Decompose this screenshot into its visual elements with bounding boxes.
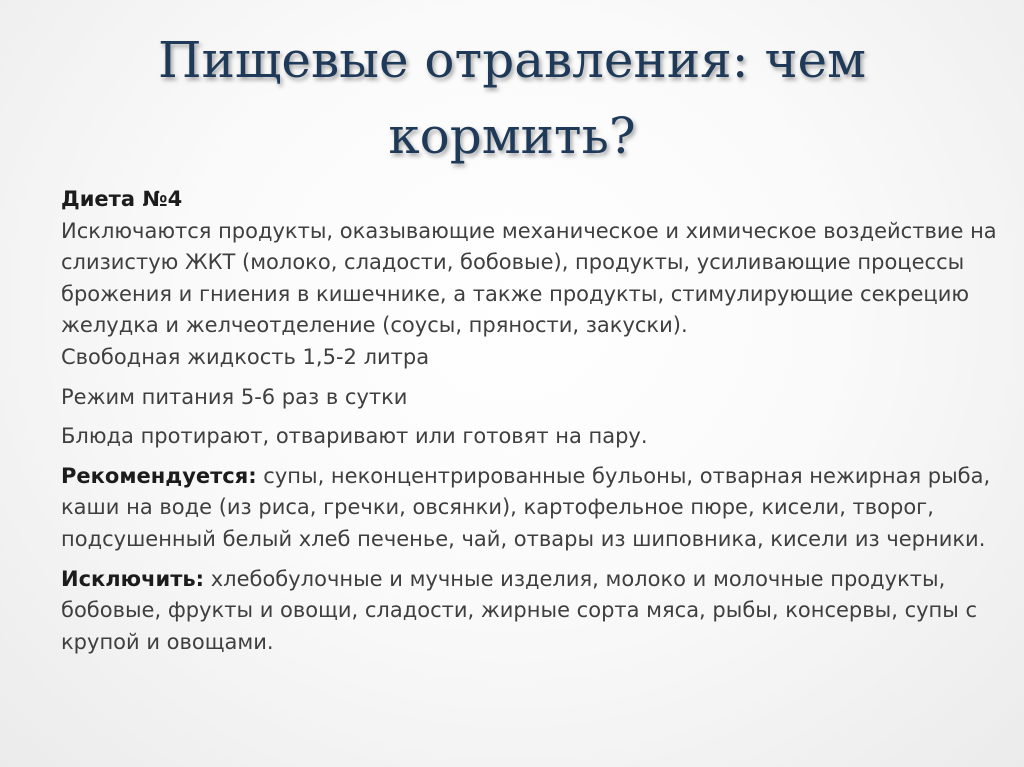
- exclude-label: Исключить:: [61, 566, 205, 591]
- cooking-text: Блюда протирают, отваривают или готовят на пару.: [61, 424, 648, 449]
- diet-heading: Диета №4: [61, 187, 183, 211]
- meal-mode-text: Режим питания 5-6 раз в сутки: [61, 384, 408, 409]
- exclude-block: [61, 564, 1006, 659]
- recommended-block: [61, 461, 1006, 556]
- title-line-2: кормить?: [388, 107, 636, 165]
- title-line-1: Пищевые отравления: чем: [158, 31, 866, 89]
- slide-title: [60, 22, 964, 174]
- fluid-text: Свободная жидкость 1,5-2 литра: [61, 344, 430, 369]
- diet-block: [61, 184, 1006, 374]
- slide-content: [61, 184, 1006, 658]
- recommended-text: супы, неконцентрированные бульоны, отварная нежирная рыба, каши на воде (из риса, гречки, овсянки), картофельное пюре, кисели, творог, подсушенный белый хлеб печенье, чай, отвары из шиповника, кисели из черники.: [61, 463, 991, 551]
- recommended-label: Рекомендуется:: [61, 463, 257, 488]
- diet-description: Исключаются продукты, оказывающие механическое и химическое воздействие на слизистую ЖКТ (молоко, сладости, бобовые), продукты, усиливающие процессы брожения и гниения в кишечнике, а также продукты, стимулирующие секрецию желудка и желчеотделение (соусы, пряности, закуски).: [61, 218, 997, 338]
- exclude-text: хлебобулочные и мучные изделия, молоко и молочные продукты, бобовые, фрукты и овощи, сладости, жирные сорта мяса, рыбы, консервы, супы с крупой и овощами.: [61, 566, 978, 654]
